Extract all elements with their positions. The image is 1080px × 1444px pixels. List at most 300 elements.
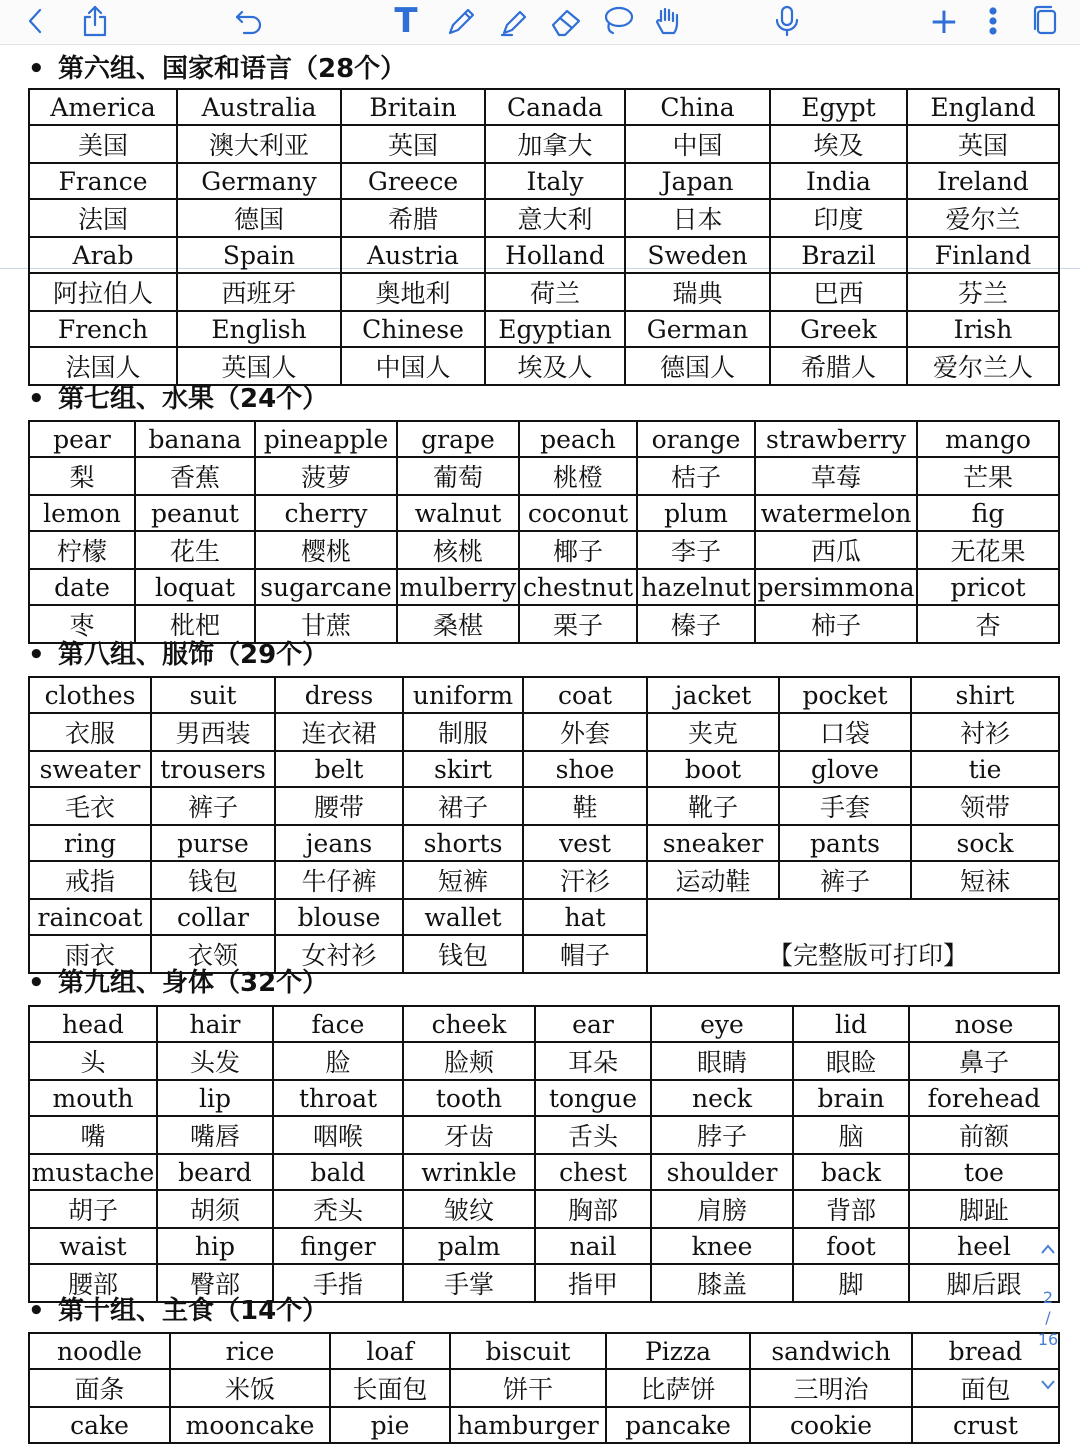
english-word: lip bbox=[157, 1080, 273, 1116]
chinese-word: 甘蔗 bbox=[255, 605, 397, 643]
english-row bbox=[29, 311, 1059, 347]
english-word: France bbox=[29, 163, 177, 199]
english-word: crust bbox=[912, 1407, 1059, 1443]
english-word: lid bbox=[793, 1006, 909, 1042]
chinese-word: 面包 bbox=[912, 1369, 1059, 1407]
english-word: persimmona bbox=[755, 569, 917, 605]
vocab-table-staple-food bbox=[28, 1332, 1060, 1444]
chinese-word: 米饭 bbox=[170, 1369, 330, 1407]
section-heading: • 第十组、主食（14个） bbox=[28, 1296, 329, 1326]
chinese-word: 德国 bbox=[177, 199, 341, 237]
section-title: 第八组、服饰（29个） bbox=[58, 640, 329, 670]
chinese-word: 裙子 bbox=[403, 787, 523, 825]
chinese-row bbox=[29, 125, 1059, 163]
chinese-word: 裤子 bbox=[779, 861, 911, 899]
chinese-row bbox=[29, 1369, 1059, 1407]
page-total: 16 bbox=[1037, 1330, 1059, 1349]
vocab-table-fruits bbox=[28, 420, 1060, 644]
english-word: chest bbox=[535, 1154, 651, 1190]
english-word: hip bbox=[157, 1228, 273, 1264]
chinese-word: 舌头 bbox=[535, 1116, 651, 1154]
chinese-word: 短袜 bbox=[911, 861, 1059, 899]
chinese-word: 脚后跟 bbox=[909, 1264, 1059, 1302]
chinese-word: 核桃 bbox=[397, 531, 519, 569]
chinese-word: 脸颊 bbox=[403, 1042, 535, 1080]
chinese-word: 花生 bbox=[135, 531, 255, 569]
english-word: sneaker bbox=[647, 825, 779, 861]
chinese-word: 奥地利 bbox=[341, 273, 485, 311]
share-icon[interactable] bbox=[78, 4, 112, 38]
chinese-word: 头发 bbox=[157, 1042, 273, 1080]
chinese-word: 胡须 bbox=[157, 1190, 273, 1228]
english-word: mulberry bbox=[397, 569, 519, 605]
chinese-word: 埃及人 bbox=[485, 347, 625, 385]
chinese-word: 加拿大 bbox=[485, 125, 625, 163]
english-word: America bbox=[29, 89, 177, 125]
english-row bbox=[29, 1006, 1059, 1042]
chinese-word: 制服 bbox=[403, 713, 523, 751]
chinese-word: 连衣裙 bbox=[275, 713, 403, 751]
english-word: waist bbox=[29, 1228, 157, 1264]
english-word: face bbox=[273, 1006, 403, 1042]
english-word: Australia bbox=[177, 89, 341, 125]
english-word: grape bbox=[397, 421, 519, 457]
chinese-word: 饼干 bbox=[450, 1369, 606, 1407]
chinese-word: 芒果 bbox=[917, 457, 1059, 495]
chinese-word: 三明治 bbox=[750, 1369, 912, 1407]
english-word: forehead bbox=[909, 1080, 1059, 1116]
chinese-word: 钱包 bbox=[151, 861, 275, 899]
english-word: mango bbox=[917, 421, 1059, 457]
chinese-row bbox=[29, 1042, 1059, 1080]
chinese-word: 梨 bbox=[29, 457, 135, 495]
english-word: Ireland bbox=[907, 163, 1059, 199]
chinese-word: 脚趾 bbox=[909, 1190, 1059, 1228]
chinese-word: 衣领 bbox=[151, 935, 275, 973]
english-row bbox=[29, 1407, 1059, 1443]
chinese-word: 手套 bbox=[779, 787, 911, 825]
vocab-table-clothing bbox=[28, 676, 1060, 974]
chinese-word: 英国 bbox=[341, 125, 485, 163]
english-word: Pizza bbox=[606, 1333, 750, 1369]
english-word: peanut bbox=[135, 495, 255, 531]
english-word: pricot bbox=[917, 569, 1059, 605]
english-word: knee bbox=[651, 1228, 793, 1264]
chinese-word: 秃头 bbox=[273, 1190, 403, 1228]
english-word: mouth bbox=[29, 1080, 157, 1116]
chinese-word: 西班牙 bbox=[177, 273, 341, 311]
english-word: clothes bbox=[29, 677, 151, 713]
english-word: pie bbox=[330, 1407, 450, 1443]
chinese-word: 日本 bbox=[625, 199, 770, 237]
english-word: finger bbox=[273, 1228, 403, 1264]
chinese-word: 口袋 bbox=[779, 713, 911, 751]
english-word: mooncake bbox=[170, 1407, 330, 1443]
english-word: Spain bbox=[177, 237, 341, 273]
chinese-word: 短裤 bbox=[403, 861, 523, 899]
english-row bbox=[29, 1228, 1059, 1264]
chinese-word: 领带 bbox=[911, 787, 1059, 825]
chinese-word: 希腊人 bbox=[770, 347, 907, 385]
english-row bbox=[29, 899, 1059, 935]
english-word: neck bbox=[651, 1080, 793, 1116]
undo-icon[interactable] bbox=[232, 4, 266, 38]
english-word: toe bbox=[909, 1154, 1059, 1190]
english-word: hazelnut bbox=[637, 569, 755, 605]
more-icon[interactable] bbox=[980, 4, 1006, 38]
english-row bbox=[29, 751, 1059, 787]
english-word: shirt bbox=[911, 677, 1059, 713]
english-word: shoe bbox=[523, 751, 647, 787]
chinese-word: 背部 bbox=[793, 1190, 909, 1228]
english-word: glove bbox=[779, 751, 911, 787]
english-word: pocket bbox=[779, 677, 911, 713]
english-word: hair bbox=[157, 1006, 273, 1042]
chinese-word: 钱包 bbox=[403, 935, 523, 973]
english-row bbox=[29, 1080, 1059, 1116]
english-word: foot bbox=[793, 1228, 909, 1264]
chinese-word: 李子 bbox=[637, 531, 755, 569]
english-word: Greek bbox=[770, 311, 907, 347]
english-word: biscuit bbox=[450, 1333, 606, 1369]
english-word: chestnut bbox=[519, 569, 637, 605]
chinese-word: 桔子 bbox=[637, 457, 755, 495]
english-word: tongue bbox=[535, 1080, 651, 1116]
english-word: pineapple bbox=[255, 421, 397, 457]
english-word: French bbox=[29, 311, 177, 347]
english-word: Egyptian bbox=[485, 311, 625, 347]
chinese-word: 英国人 bbox=[177, 347, 341, 385]
pen-icon[interactable] bbox=[444, 4, 480, 38]
chinese-word: 枇杷 bbox=[135, 605, 255, 643]
english-word: Egypt bbox=[770, 89, 907, 125]
chinese-word: 毛衣 bbox=[29, 787, 151, 825]
section-title: 第十组、主食（14个） bbox=[58, 1296, 329, 1326]
chinese-row bbox=[29, 1116, 1059, 1154]
chinese-word: 臀部 bbox=[157, 1264, 273, 1302]
english-word: eye bbox=[651, 1006, 793, 1042]
english-word: beard bbox=[157, 1154, 273, 1190]
english-word: tooth bbox=[403, 1080, 535, 1116]
english-word: sock bbox=[911, 825, 1059, 861]
english-word: back bbox=[793, 1154, 909, 1190]
text-tool-icon[interactable]: T bbox=[394, 1, 418, 41]
english-word: Finland bbox=[907, 237, 1059, 273]
chinese-word: 运动鞋 bbox=[647, 861, 779, 899]
english-word: Germany bbox=[177, 163, 341, 199]
english-word: pants bbox=[779, 825, 911, 861]
chinese-word: 靴子 bbox=[647, 787, 779, 825]
english-row bbox=[29, 495, 1059, 531]
chinese-word: 衣服 bbox=[29, 713, 151, 751]
english-word: cherry bbox=[255, 495, 397, 531]
english-row bbox=[29, 677, 1059, 713]
english-word: raincoat bbox=[29, 899, 151, 935]
chinese-word: 咽喉 bbox=[273, 1116, 403, 1154]
chinese-word: 杏 bbox=[917, 605, 1059, 643]
english-word: dress bbox=[275, 677, 403, 713]
english-word: sweater bbox=[29, 751, 151, 787]
chinese-word: 戒指 bbox=[29, 861, 151, 899]
english-word: cake bbox=[29, 1407, 170, 1443]
english-word: Chinese bbox=[341, 311, 485, 347]
vocab-table-countries bbox=[28, 88, 1060, 386]
english-word: ring bbox=[29, 825, 151, 861]
english-word: Greece bbox=[341, 163, 485, 199]
chinese-row bbox=[29, 787, 1059, 825]
english-word: hamburger bbox=[450, 1407, 606, 1443]
page-current: 2 bbox=[1042, 1288, 1054, 1307]
english-row bbox=[29, 421, 1059, 457]
english-row bbox=[29, 237, 1059, 273]
english-word: boot bbox=[647, 751, 779, 787]
english-word: watermelon bbox=[755, 495, 917, 531]
english-word: skirt bbox=[403, 751, 523, 787]
chinese-word: 比萨饼 bbox=[606, 1369, 750, 1407]
english-word: belt bbox=[275, 751, 403, 787]
english-word: England bbox=[907, 89, 1059, 125]
chinese-word: 法国人 bbox=[29, 347, 177, 385]
english-word: cheek bbox=[403, 1006, 535, 1042]
english-word: bald bbox=[273, 1154, 403, 1190]
chinese-word: 埃及 bbox=[770, 125, 907, 163]
chinese-word: 美国 bbox=[29, 125, 177, 163]
english-word: strawberry bbox=[755, 421, 917, 457]
english-word: tie bbox=[911, 751, 1059, 787]
english-word: wrinkle bbox=[403, 1154, 535, 1190]
english-word: India bbox=[770, 163, 907, 199]
chinese-word: 菠萝 bbox=[255, 457, 397, 495]
chinese-word: 桑椹 bbox=[397, 605, 519, 643]
english-word: Japan bbox=[625, 163, 770, 199]
english-word: loaf bbox=[330, 1333, 450, 1369]
english-word: brain bbox=[793, 1080, 909, 1116]
english-word: throat bbox=[273, 1080, 403, 1116]
english-word: coat bbox=[523, 677, 647, 713]
chinese-word: 手指 bbox=[273, 1264, 403, 1302]
chinese-word: 中国人 bbox=[341, 347, 485, 385]
chinese-word: 脚 bbox=[793, 1264, 909, 1302]
chinese-row bbox=[29, 347, 1059, 385]
english-row bbox=[29, 569, 1059, 605]
chinese-word: 德国人 bbox=[625, 347, 770, 385]
english-word: Italy bbox=[485, 163, 625, 199]
chinese-word: 肩膀 bbox=[651, 1190, 793, 1228]
chinese-word: 面条 bbox=[29, 1369, 170, 1407]
chinese-word: 胡子 bbox=[29, 1190, 157, 1228]
chinese-word: 牛仔裤 bbox=[275, 861, 403, 899]
chinese-word: 牙齿 bbox=[403, 1116, 535, 1154]
english-word: date bbox=[29, 569, 135, 605]
chinese-word: 鼻子 bbox=[909, 1042, 1059, 1080]
chinese-row bbox=[29, 273, 1059, 311]
chinese-word: 荷兰 bbox=[485, 273, 625, 311]
english-word: noodle bbox=[29, 1333, 170, 1369]
chinese-word: 葡萄 bbox=[397, 457, 519, 495]
english-word: purse bbox=[151, 825, 275, 861]
english-word: mustache bbox=[29, 1154, 157, 1190]
chinese-word: 女衬衫 bbox=[275, 935, 403, 973]
english-word: fig bbox=[917, 495, 1059, 531]
chinese-word: 长面包 bbox=[330, 1369, 450, 1407]
chinese-word: 印度 bbox=[770, 199, 907, 237]
hand-icon[interactable] bbox=[650, 4, 686, 38]
english-word: peach bbox=[519, 421, 637, 457]
printable-note: 【完整版可打印】 bbox=[647, 899, 1059, 973]
page-down-icon[interactable] bbox=[1034, 1376, 1062, 1396]
eraser-icon[interactable] bbox=[548, 4, 584, 38]
chinese-word: 夹克 bbox=[647, 713, 779, 751]
chinese-word: 腰部 bbox=[29, 1264, 157, 1302]
chinese-word: 鞋 bbox=[523, 787, 647, 825]
chinese-word: 阿拉伯人 bbox=[29, 273, 177, 311]
chinese-row bbox=[29, 199, 1059, 237]
chinese-row bbox=[29, 457, 1059, 495]
chinese-row bbox=[29, 713, 1059, 751]
microphone-icon[interactable] bbox=[770, 4, 804, 38]
english-word: Irish bbox=[907, 311, 1059, 347]
add-icon[interactable]: + bbox=[928, 0, 960, 42]
chinese-word: 耳朵 bbox=[535, 1042, 651, 1080]
section-heading: • 第六组、国家和语言（28个） bbox=[28, 54, 407, 84]
chinese-word: 柠檬 bbox=[29, 531, 135, 569]
english-word: nail bbox=[535, 1228, 651, 1264]
english-word: plum bbox=[637, 495, 755, 531]
chinese-row bbox=[29, 861, 1059, 899]
chinese-word: 指甲 bbox=[535, 1264, 651, 1302]
page-separator-slash: / bbox=[1045, 1308, 1051, 1327]
section-title: 第六组、国家和语言（28个） bbox=[58, 54, 407, 84]
chinese-word: 英国 bbox=[907, 125, 1059, 163]
english-word: trousers bbox=[151, 751, 275, 787]
chinese-word: 意大利 bbox=[485, 199, 625, 237]
section-title: 第七组、水果（24个） bbox=[58, 384, 329, 414]
english-row bbox=[29, 1154, 1059, 1190]
english-word: nose bbox=[909, 1006, 1059, 1042]
section-title: 第九组、身体（32个） bbox=[58, 968, 329, 998]
chinese-word: 脸 bbox=[273, 1042, 403, 1080]
back-icon[interactable] bbox=[20, 4, 50, 38]
chinese-word: 头 bbox=[29, 1042, 157, 1080]
english-word: lemon bbox=[29, 495, 135, 531]
chinese-word: 法国 bbox=[29, 199, 177, 237]
chinese-word: 手掌 bbox=[403, 1264, 535, 1302]
chinese-word: 无花果 bbox=[917, 531, 1059, 569]
english-word: ear bbox=[535, 1006, 651, 1042]
chinese-word: 嘴 bbox=[29, 1116, 157, 1154]
english-word: German bbox=[625, 311, 770, 347]
chinese-word: 西瓜 bbox=[755, 531, 917, 569]
chinese-word: 桃橙 bbox=[519, 457, 637, 495]
english-word: Sweden bbox=[625, 237, 770, 273]
chinese-word: 裤子 bbox=[151, 787, 275, 825]
chinese-word: 衬衫 bbox=[911, 713, 1059, 751]
chinese-word: 嘴唇 bbox=[157, 1116, 273, 1154]
highlighter-icon[interactable] bbox=[496, 4, 532, 38]
english-word: pancake bbox=[606, 1407, 750, 1443]
section-heading: • 第七组、水果（24个） bbox=[28, 384, 329, 414]
english-word: bread bbox=[912, 1333, 1059, 1369]
chinese-word: 柿子 bbox=[755, 605, 917, 643]
english-word: vest bbox=[523, 825, 647, 861]
english-word: China bbox=[625, 89, 770, 125]
chinese-row bbox=[29, 531, 1059, 569]
english-word: walnut bbox=[397, 495, 519, 531]
chinese-word: 外套 bbox=[523, 713, 647, 751]
chinese-word: 脑 bbox=[793, 1116, 909, 1154]
chinese-word: 前额 bbox=[909, 1116, 1059, 1154]
chinese-word: 雨衣 bbox=[29, 935, 151, 973]
english-word: Canada bbox=[485, 89, 625, 125]
chinese-word: 草莓 bbox=[755, 457, 917, 495]
english-word: English bbox=[177, 311, 341, 347]
chinese-word: 脖子 bbox=[651, 1116, 793, 1154]
english-row bbox=[29, 825, 1059, 861]
chinese-word: 榛子 bbox=[637, 605, 755, 643]
chinese-row bbox=[29, 1190, 1059, 1228]
chinese-word: 枣 bbox=[29, 605, 135, 643]
english-row bbox=[29, 89, 1059, 125]
english-word: orange bbox=[637, 421, 755, 457]
chinese-word: 眼睛 bbox=[651, 1042, 793, 1080]
english-word: blouse bbox=[275, 899, 403, 935]
page-up-icon[interactable] bbox=[1034, 1240, 1062, 1260]
english-word: sugarcane bbox=[255, 569, 397, 605]
english-word: uniform bbox=[403, 677, 523, 713]
chinese-word: 椰子 bbox=[519, 531, 637, 569]
chinese-word: 巴西 bbox=[770, 273, 907, 311]
english-word: wallet bbox=[403, 899, 523, 935]
chinese-word: 汗衫 bbox=[523, 861, 647, 899]
english-word: coconut bbox=[519, 495, 637, 531]
english-word: Holland bbox=[485, 237, 625, 273]
chinese-word: 瑞典 bbox=[625, 273, 770, 311]
english-word: Britain bbox=[341, 89, 485, 125]
chinese-word: 希腊 bbox=[341, 199, 485, 237]
english-word: head bbox=[29, 1006, 157, 1042]
english-row bbox=[29, 163, 1059, 199]
english-word: pear bbox=[29, 421, 135, 457]
english-word: shorts bbox=[403, 825, 523, 861]
vocab-table-body bbox=[28, 1005, 1060, 1303]
chinese-word: 爱尔兰人 bbox=[907, 347, 1059, 385]
chinese-word: 腰带 bbox=[275, 787, 403, 825]
pages-icon[interactable] bbox=[1028, 4, 1062, 38]
section-heading: • 第九组、身体（32个） bbox=[28, 968, 329, 998]
english-word: heel bbox=[909, 1228, 1059, 1264]
chinese-word: 胸部 bbox=[535, 1190, 651, 1228]
english-word: collar bbox=[151, 899, 275, 935]
chinese-word: 香蕉 bbox=[135, 457, 255, 495]
lasso-icon[interactable] bbox=[600, 4, 636, 38]
english-word: cookie bbox=[750, 1407, 912, 1443]
english-word: sandwich bbox=[750, 1333, 912, 1369]
english-word: loquat bbox=[135, 569, 255, 605]
english-word: suit bbox=[151, 677, 275, 713]
chinese-word: 樱桃 bbox=[255, 531, 397, 569]
chinese-word: 眼睑 bbox=[793, 1042, 909, 1080]
english-word: jacket bbox=[647, 677, 779, 713]
section-heading: • 第八组、服饰（29个） bbox=[28, 640, 329, 670]
english-word: jeans bbox=[275, 825, 403, 861]
english-word: Brazil bbox=[770, 237, 907, 273]
english-word: rice bbox=[170, 1333, 330, 1369]
chinese-word: 澳大利亚 bbox=[177, 125, 341, 163]
toolbar bbox=[0, 0, 1080, 45]
english-word: shoulder bbox=[651, 1154, 793, 1190]
chinese-word: 爱尔兰 bbox=[907, 199, 1059, 237]
chinese-word: 帽子 bbox=[523, 935, 647, 973]
